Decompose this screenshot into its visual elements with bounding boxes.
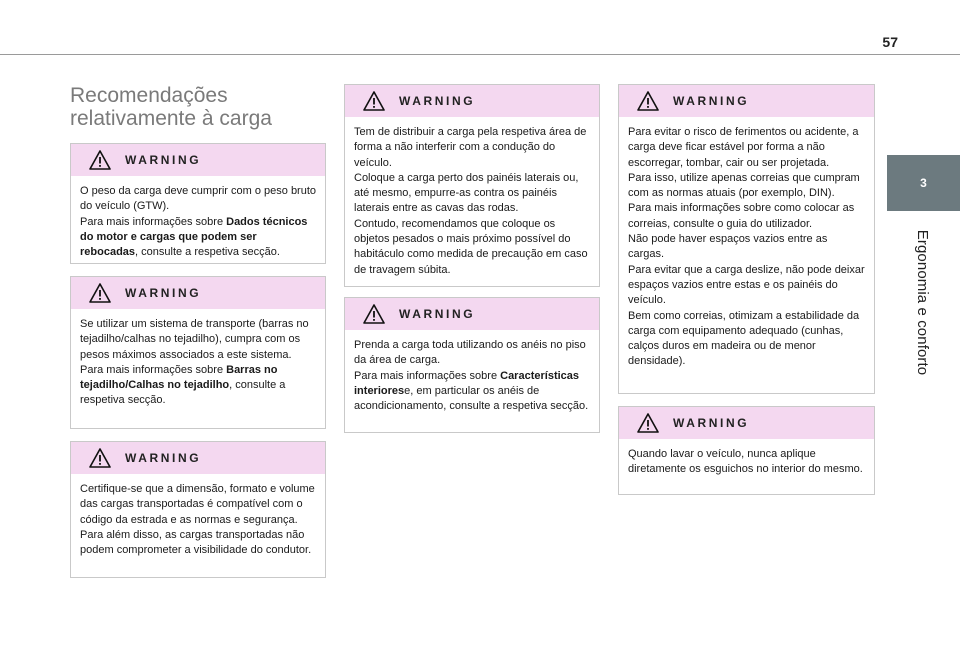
warning-title: WARNING <box>399 307 476 321</box>
chapter-title: Ergonomia e conforto <box>914 229 932 375</box>
warning-box <box>618 406 875 495</box>
warning-text-line: , consulte a respetiva secção. <box>80 379 286 407</box>
warning-text <box>71 176 325 268</box>
warning-text-line: Para mais informações sobre <box>80 363 227 376</box>
warning-triangle-icon <box>89 448 111 468</box>
warning-text <box>71 474 325 566</box>
warning-text-line: Bem como correias, otimizam a estabilidade da carga com equipamento adequado (cunhas, calços duros em madeira ou de menor densidade). <box>628 309 860 368</box>
warning-title: WARNING <box>673 94 750 108</box>
warning-header <box>619 407 874 439</box>
warning-text <box>619 117 874 378</box>
warning-text-line: Para evitar que a carga deslize, não pode deixar espaços vazios entre estas e os painéis do veículo. <box>628 263 865 307</box>
warning-title: WARNING <box>125 451 202 465</box>
warning-header <box>619 85 874 117</box>
warning-text-line: Para isso, utilize apenas correias que cumpram com as normas atuais (por exemplo, DIN). <box>628 171 860 200</box>
warning-text-line: Prenda a carga toda utilizando os anéis no piso da área de carga. <box>354 339 586 367</box>
chapter-number: 3 <box>920 176 927 190</box>
warning-title: WARNING <box>673 416 750 430</box>
section-title: Recomendações relativamente à carga <box>70 84 272 130</box>
warning-triangle-icon <box>363 91 385 111</box>
warning-reference: Dados técnicos do motor e cargas que podem ser rebocadas <box>80 215 308 259</box>
warning-triangle-icon <box>637 91 659 111</box>
warning-header <box>71 442 325 474</box>
warning-box <box>70 276 326 429</box>
warning-header <box>345 298 599 330</box>
warning-text-line: Quando lavar o veículo, nunca aplique diretamente os esguichos no interior do mesmo. <box>628 448 863 476</box>
warning-box <box>70 441 326 578</box>
warning-title: WARNING <box>125 153 202 167</box>
warning-header <box>345 85 599 117</box>
warning-title: WARNING <box>399 94 476 108</box>
warning-text-line: e, em particular os anéis de acondicionamento, consulte a respetiva secção. <box>354 384 589 413</box>
warning-header <box>71 277 325 309</box>
warning-text-line: Certifique-se que a dimensão, formato e volume das cargas transportadas é compatível com o código da estrada e as normas e segurança. Para além disso, as cargas transportadas não podem comprometer a visibilidade do condutor. <box>80 483 315 557</box>
warning-text-line: Para mais informações sobre como colocar as correias, consulte o guia do utilizador. <box>628 202 855 230</box>
warning-text <box>345 117 599 286</box>
warning-box <box>344 84 600 287</box>
warning-box <box>70 143 326 264</box>
warning-box <box>344 297 600 433</box>
warning-triangle-icon <box>363 304 385 324</box>
warning-box <box>618 84 875 394</box>
warning-title: WARNING <box>125 286 202 300</box>
warning-text-line: O peso da carga deve cumprir com o peso bruto do veículo (GTW). <box>80 185 317 213</box>
warning-text-line: Coloque a carga perto dos painéis laterais ou, até mesmo, empurre-as contra os painéis laterais entre as cavas das rodas. <box>354 171 579 215</box>
warning-reference: Características interiores <box>354 369 580 397</box>
warning-text <box>345 330 599 422</box>
warning-text-line: Se utilizar um sistema de transporte (barras no tejadilho/calhas no tejadilho), cumpra com os pesos máximos associados a este sistema. <box>80 318 309 361</box>
warning-text-line: , consulte a respetiva secção. <box>135 246 280 259</box>
warning-text-line: Para evitar o risco de ferimentos ou acidente, a carga deve ficar estável por forma a não escorregar, tombar, cair ou ser projetada. <box>628 126 859 169</box>
warning-text-line: Contudo, recomendamos que coloque os objetos pesados o mais próximo possível do habitáculo como medida de precaução em caso de travagem súbita. <box>354 217 588 276</box>
warning-text-line: Para mais informações sobre <box>80 215 227 228</box>
warning-text <box>71 309 325 417</box>
page-number: 57 <box>882 34 898 50</box>
warning-triangle-icon <box>637 413 659 433</box>
chapter-title-vertical <box>886 212 960 392</box>
warning-reference: Barras no tejadilho/Calhas no tejadilho <box>80 363 278 392</box>
warning-header <box>71 144 325 176</box>
warning-text-line: Não pode haver espaços vazios entre as cargas. <box>628 233 828 261</box>
warning-triangle-icon <box>89 150 111 170</box>
warning-triangle-icon <box>89 283 111 303</box>
warning-text-line: Tem de distribuir a carga pela respetiva área de forma a não interferir com a condução do veículo. <box>354 126 587 169</box>
header-rule <box>0 54 960 55</box>
warning-text <box>619 439 874 486</box>
warning-text-line: Para mais informações sobre <box>354 369 501 382</box>
chapter-tab[interactable] <box>887 155 960 211</box>
